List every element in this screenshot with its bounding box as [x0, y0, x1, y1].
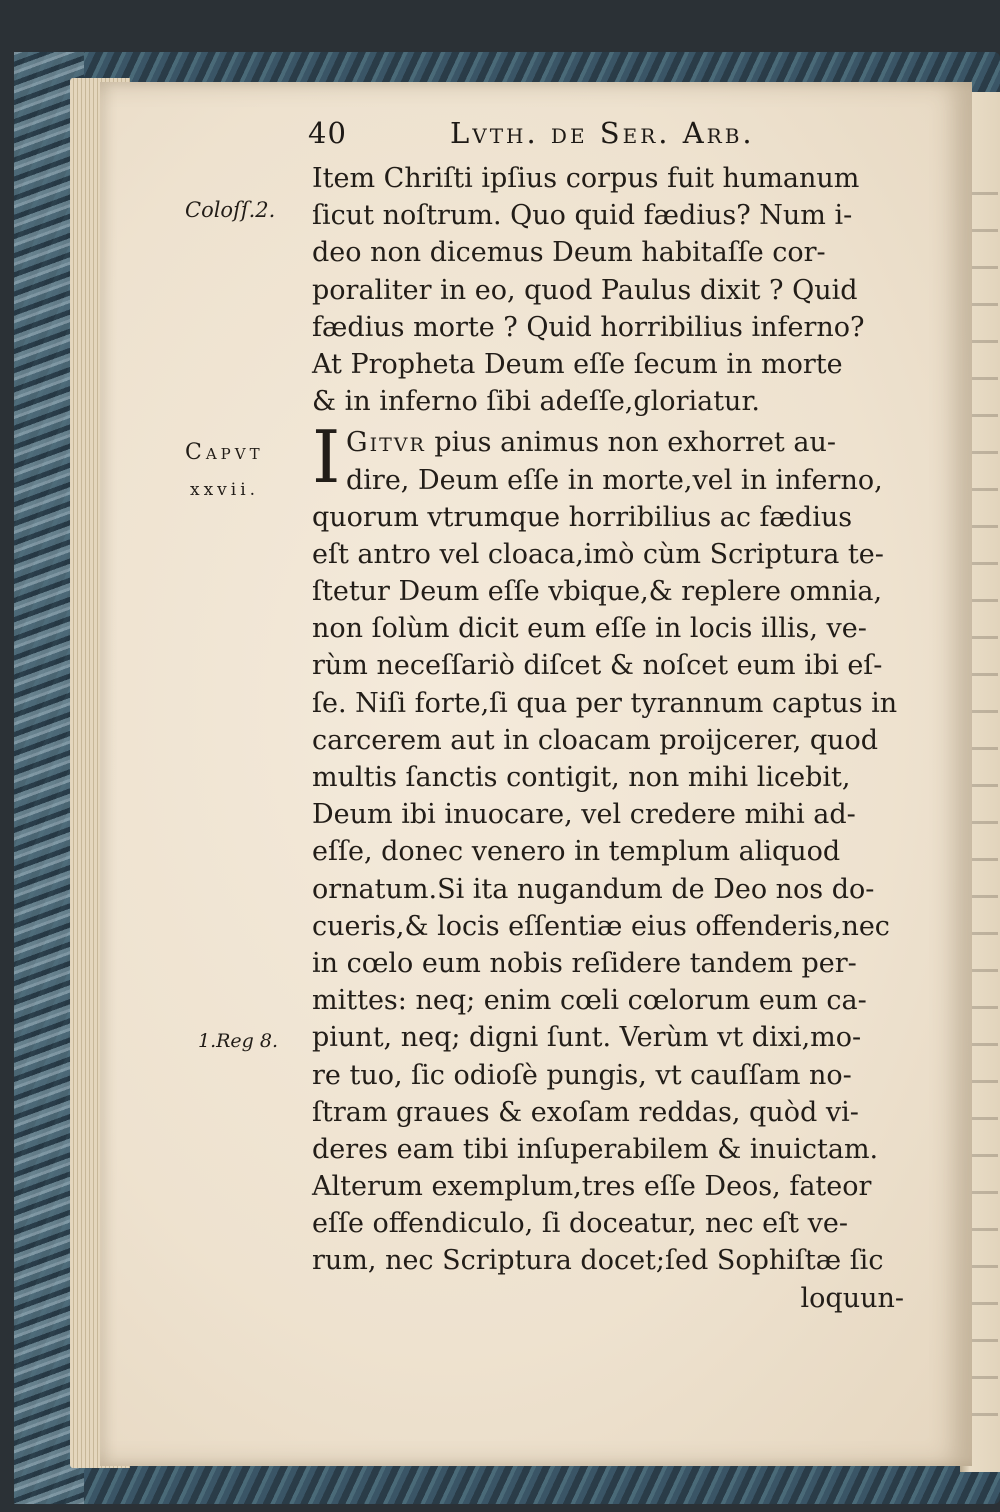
- text-line: carcerem aut in cloacam proijcerer, quod: [312, 724, 879, 756]
- chapter-lead-word: Gitvr: [346, 427, 426, 459]
- text-line: fædius morte ? Quid horribilius inferno?: [312, 311, 865, 343]
- text-line: multis ſanctis contigit, non mihi licebit,: [312, 762, 851, 793]
- margin-note-coloss: Coloſſ.2.: [185, 198, 276, 222]
- text-line: Alterum exemplum,tres eſſe Deos, fateor: [312, 1171, 872, 1203]
- text-line: mittes: neq; enim cœli cœlorum eum ca-: [312, 985, 867, 1017]
- text-line: eſt antro vel cloaca,imò cùm Scriptura te-: [312, 538, 884, 570]
- text-line: in cœlo eum nobis reſidere tandem per-: [312, 947, 857, 979]
- text-line: deres eam tibi inſuperabilem & inuictam.: [312, 1133, 879, 1165]
- text-line: ſtram graues & exoſam reddas, quòd vi-: [312, 1096, 859, 1128]
- catchword: loquun-: [800, 1282, 904, 1314]
- text-line: piunt, neq; digni ſunt. Verùm vt dixi,mo-: [312, 1022, 862, 1054]
- text-line: Deum ibi inuocare, vel credere mihi ad-: [312, 799, 856, 831]
- text-line: rùm neceſſariò diſcet & noſcet eum ibi eſ-: [312, 650, 883, 682]
- text-line: poraliter in eo, quod Paulus dixit ? Quid: [312, 274, 858, 306]
- margin-note-reg: 1.Reg 8.: [198, 1030, 279, 1052]
- text-line: quorum vtrumque horribilius ac fædius: [312, 501, 853, 533]
- text-line: eſſe offendiculo, ſi doceatur, nec eſt ve-: [312, 1208, 848, 1240]
- text-line: eſſe, donec venero in templum aliquod: [312, 836, 841, 868]
- text-line: At Propheta Deum eſſe ſecum in morte: [312, 348, 843, 380]
- text-line: re tuo, ſic odioſè pungis, vt cauſſam no-: [312, 1059, 852, 1091]
- chapter-second-line: dire, Deum eſſe in morte,vel in inferno,: [346, 464, 883, 496]
- text-line: rum, nec Scriptura docet;ſed Sophiſtæ ſic: [312, 1245, 884, 1277]
- text-line: & in inferno ſibi adeſſe,gloriatur.: [312, 386, 760, 418]
- drop-cap: I: [312, 415, 341, 500]
- running-head: [300, 110, 920, 154]
- text-line: deo non dicemus Deum habitaſſe cor-: [312, 237, 826, 269]
- text-line: ſtetur Deum eſſe vbique,& replere omnia,: [312, 576, 883, 608]
- margin-note-caput: Capvt: [185, 440, 264, 465]
- text-line: ſe. Niſi forte,ſi qua per tyrannum captus in: [312, 687, 898, 719]
- page-number: 40: [308, 116, 347, 150]
- text-line: cueris,& locis eſſentiæ eius offenderis,nec: [312, 910, 890, 942]
- text-line: ſicut noſtrum. Quo quid fædius? Num i-: [312, 200, 853, 232]
- running-title: Lvth. de Ser. Arb.: [450, 116, 755, 150]
- chapter-first-line: [312, 424, 912, 461]
- facing-page-bleed: [972, 170, 998, 1430]
- margin-note-chapter-number: xxvii.: [190, 480, 260, 500]
- body-text: [312, 160, 912, 1317]
- text-line: ornatum.Si ita nugandum de Deo nos do-: [312, 873, 875, 905]
- chapter-first-line-rest: pius animus non exhorret au-: [425, 427, 836, 459]
- text-line: Item Chriſti ipſius corpus fuit humanum: [312, 163, 860, 194]
- chapter-opening: [312, 415, 912, 500]
- text-line: non ſolùm dicit eum eſſe in locis illis, ve-: [312, 613, 867, 645]
